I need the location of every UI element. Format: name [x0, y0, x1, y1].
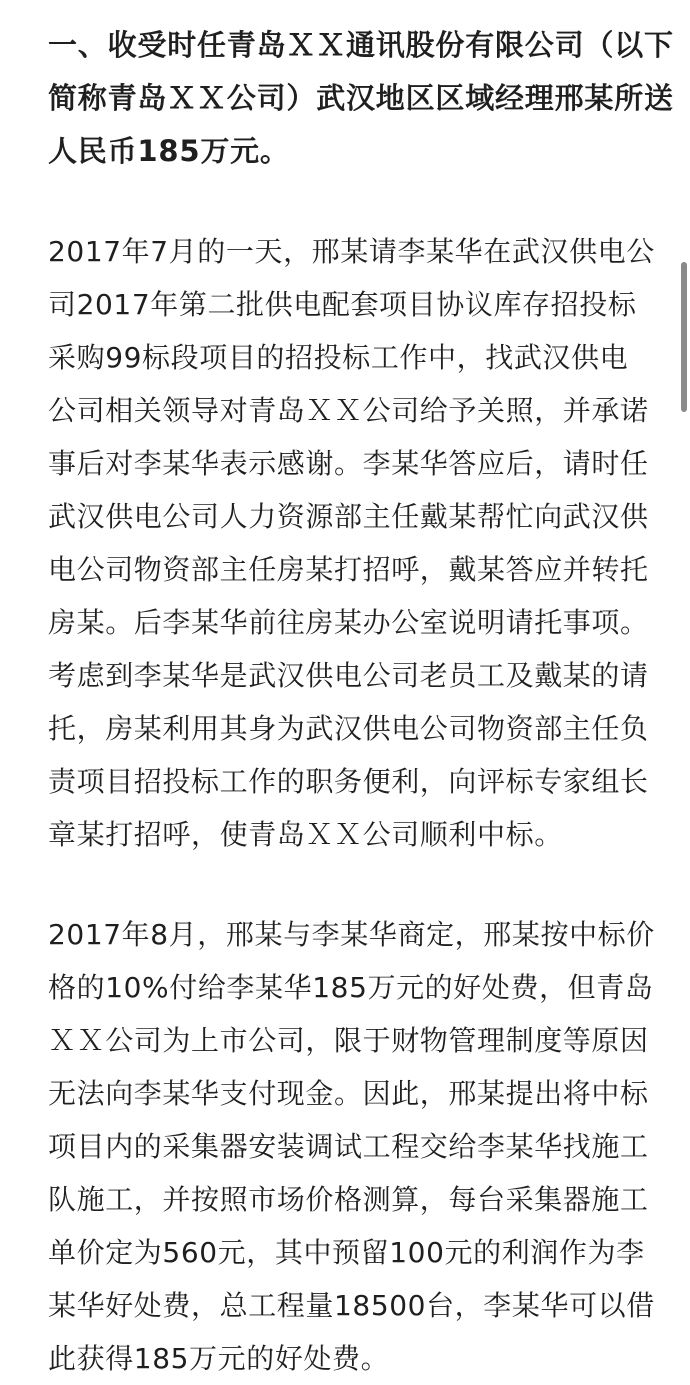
- heading-line: 简称青岛ＸＸ公司）武汉地区区域经理邢某所送: [48, 81, 674, 115]
- paragraph-line: 2017年8月，邢某与李某华商定，邢某按中标价: [48, 918, 655, 951]
- paragraph-line: 采购99标段项目的招投标工作中，找武汉供电: [48, 341, 629, 374]
- scrollbar-thumb[interactable]: [681, 262, 687, 412]
- paragraph-line: 房某。后李某华前往房某办公室说明请托事项。: [48, 606, 649, 639]
- paragraph-line: 格的10%付给李某华185万元的好处费，但青岛: [48, 971, 654, 1004]
- paragraph-line: 公司相关领导对青岛ＸＸ公司给予关照，并承诺: [48, 394, 649, 427]
- paragraph-line: 2017年7月的一天，邢某请李某华在武汉供电公: [48, 235, 655, 268]
- paragraph-1: [48, 225, 655, 861]
- paragraph-line: 章某打招呼，使青岛ＸＸ公司顺利中标。: [48, 818, 563, 851]
- paragraph-line: 无法向李某华支付现金。因此，邢某提出将中标: [48, 1077, 649, 1110]
- paragraph-line: 考虑到李某华是武汉供电公司老员工及戴某的请: [48, 659, 649, 692]
- paragraph-2: [48, 908, 655, 1385]
- paragraph-line: 此获得185万元的好处费。: [48, 1342, 390, 1375]
- scrollbar[interactable]: [680, 0, 690, 1277]
- paragraph-line: 托，房某利用其身为武汉供电公司物资部主任负: [48, 712, 649, 745]
- heading-line: 人民币185万元。: [48, 134, 290, 168]
- paragraph-line: 项目内的采集器安装调试工程交给李某华找施工: [48, 1130, 649, 1163]
- paragraph-line: 某华好处费，总工程量18500台，李某华可以借: [48, 1289, 655, 1322]
- paragraph-line: 责项目招投标工作的职务便利，向评标专家组长: [48, 765, 649, 798]
- paragraph-line: 事后对李某华表示感谢。李某华答应后，请时任: [48, 447, 649, 480]
- article-body: [48, 0, 674, 1385]
- paragraph-line: 电公司物资部主任房某打招呼，戴某答应并转托: [48, 553, 649, 586]
- paragraph-line: 单价定为560元，其中预留100元的利润作为李: [48, 1236, 645, 1269]
- paragraph-line: 队施工，并按照市场价格测算，每台采集器施工: [48, 1183, 649, 1216]
- paragraph-line: ＸＸ公司为上市公司，限于财物管理制度等原因: [48, 1024, 649, 1057]
- paragraph-line: 武汉供电公司人力资源部主任戴某帮忙向武汉供: [48, 500, 649, 533]
- section-heading: [48, 19, 674, 178]
- heading-line: 一、收受时任青岛ＸＸ通讯股份有限公司（以下: [48, 28, 674, 62]
- paragraph-line: 司2017年第二批供电配套项目协议库存招投标: [48, 288, 637, 321]
